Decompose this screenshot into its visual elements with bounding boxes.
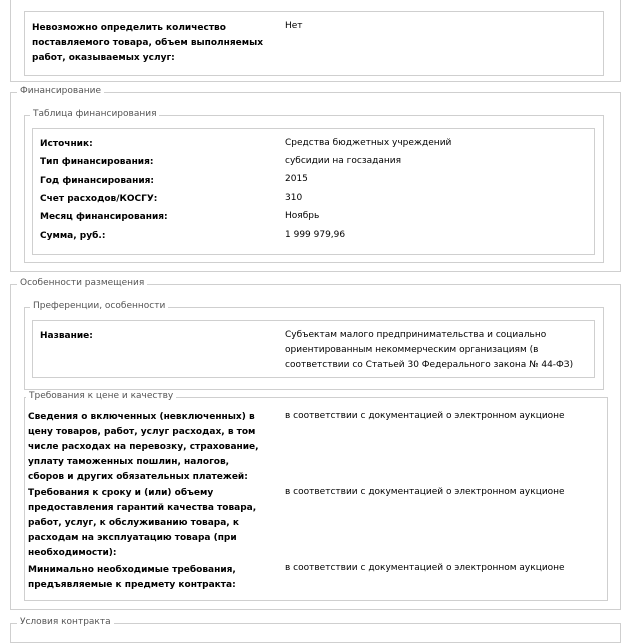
- financing-month-label: Месяц финансирования:: [40, 212, 168, 222]
- minimum-requirements-value: в соответствии с документацией о электронном аукционе: [285, 563, 565, 573]
- financing-type-value: субсидии на госзадания: [285, 156, 402, 166]
- financing-table-legend: Таблица финансирования: [30, 109, 159, 120]
- preference-name-label: Название:: [40, 331, 93, 341]
- top-value: Нет: [285, 21, 303, 31]
- source-value: Средства бюджетных учреждений: [285, 138, 452, 148]
- price-included-costs-value: в соответствии с документацией о электронном аукционе: [285, 411, 565, 421]
- contract-legend: Условия контракта: [17, 617, 114, 628]
- expense-account-value: 310: [285, 193, 303, 203]
- price-included-costs-label: Сведения о включенных (невключенных) в цену товаров, работ, услуг расходах, в том числе расходах на перевозку, страхование, уплату таможенных пошлин, налогов, сборов и других обязательных платежей:: [28, 412, 259, 482]
- preferences-legend: Преференции, особенности: [30, 301, 168, 312]
- financing-year-value: 2015: [285, 174, 308, 184]
- warranty-requirements-label: Требования к сроку и (или) объему предоставления гарантий качества товара, работ, услуг, к обслуживанию товара, к расходам на эксплуатацию товара (при необходимости):: [28, 488, 257, 558]
- top-label: Невозможно определить количество поставляемого товара, объем выполняемых работ, оказываемых услуг:: [32, 23, 264, 63]
- financing-legend: Финансирование: [17, 86, 104, 97]
- placement-legend: Особенности размещения: [17, 278, 147, 289]
- warranty-requirements-value: в соответствии с документацией о электронном аукционе: [285, 487, 565, 497]
- amount-label: Сумма, руб.:: [40, 231, 106, 241]
- price-quality-legend: Требования к цене и качеству: [26, 391, 176, 402]
- amount-value: 1 999 979,96: [285, 230, 346, 240]
- expense-account-label: Счет расходов/КОСГУ:: [40, 194, 158, 204]
- financing-year-label: Год финансирования:: [40, 176, 155, 186]
- financing-type-label: Тип финансирования:: [40, 157, 154, 167]
- source-label: Источник:: [40, 139, 93, 149]
- minimum-requirements-label: Минимально необходимые требования, предъявляемые к предмету контракта:: [28, 565, 236, 590]
- preference-name-value: Субъектам малого предпринимательства и социально ориентированным некоммерческим организациям (в соответствии со Статьей 30 Федерального закона № 44-ФЗ): [285, 330, 574, 370]
- financing-month-value: Ноябрь: [285, 211, 320, 221]
